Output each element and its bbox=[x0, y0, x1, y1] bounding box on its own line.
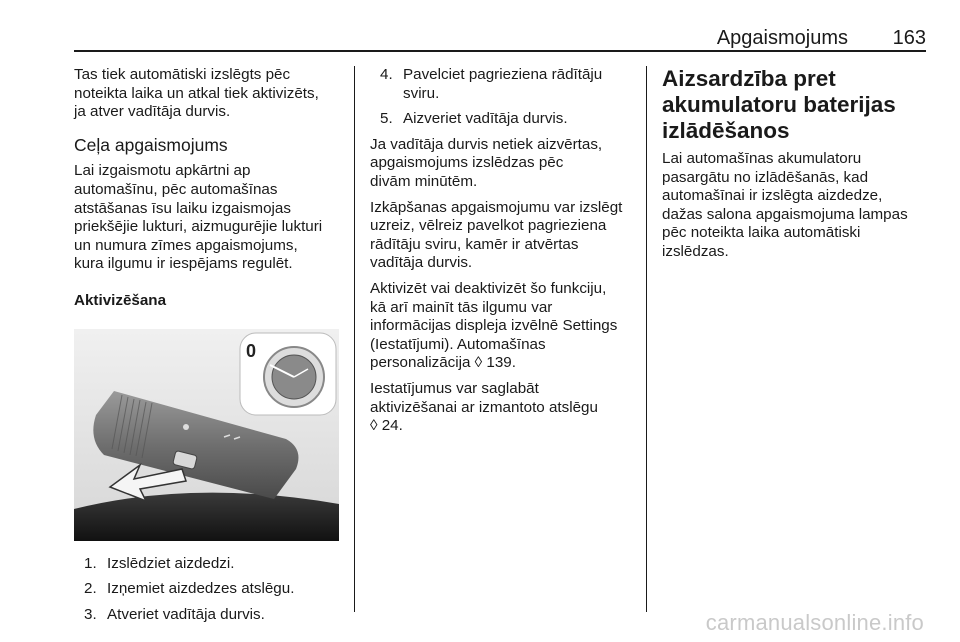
list-item: 2. Izņemiet aizdedzes atslēgu. bbox=[84, 580, 295, 598]
column-3 bbox=[662, 66, 930, 269]
paragraph: Aktivizēt vai deaktivizēt šo funkciju, kā arī mainīt tās ilgumu var informācijas displeja izvēlnē Settings (Iestatījumi). Automašīnas personalizācija ◊ 139. bbox=[370, 279, 618, 372]
section-title: Apgaismojums bbox=[716, 27, 848, 49]
paragraph: Iestatījumus var saglabāt aktivizēšanai ar izmantoto atslēgu ◊ 24. bbox=[370, 379, 598, 435]
list-item: 4. Pavelciet pagrieziena rādītāju sviru. bbox=[380, 66, 603, 102]
paragraph: Izkāpšanas apgaismojumu var izslēgt uzreiz, vēlreiz pavelkot pagrieziena rādītāju sviru, kamēr ir atvērtas vadītāja durvis. bbox=[370, 198, 623, 272]
list-item: 5. Aizveriet vadītāja durvis. bbox=[380, 110, 568, 128]
steps-list-2 bbox=[370, 66, 642, 129]
column-1 bbox=[74, 66, 346, 631]
lever-symbol-dot bbox=[183, 424, 189, 430]
paragraph: Lai automašīnas akumulatoru pasargātu no izlādēšanās, kad automašīnai ir izslēgta aizdedze, dažas salona apgaismojuma lampas pēc noteikta laika automātiski izslēdzas. bbox=[662, 150, 908, 260]
paragraph: Ja vadītāja durvis netiek aizvērtas, apgaismojums izslēdzas pēc divām minūtēm. bbox=[370, 135, 603, 190]
header-rule bbox=[74, 50, 926, 52]
steps-list-1 bbox=[74, 555, 346, 625]
heading-ceja-apgaismojums: Ceļa apgaismojums bbox=[74, 134, 228, 155]
lever-illustration bbox=[74, 329, 339, 541]
intro-paragraph: Tas tiek automātiski izslēgts pēc noteikta laika un atkal tiek aktivizēts, ja atver vadītāja durvis. bbox=[74, 66, 319, 121]
lever-illustration-svg bbox=[74, 329, 339, 541]
column-2 bbox=[370, 66, 642, 443]
heading-aizsardziba: Aizsardzība pret akumulatoru baterijas izlādēšanos bbox=[662, 66, 896, 143]
list-item: 1. Izslēdziet aizdedzi. bbox=[84, 554, 235, 572]
watermark: carmanualsonline.info bbox=[705, 610, 924, 635]
column-divider-1 bbox=[354, 66, 355, 612]
list-item: 3. Atveriet vadītāja durvis. bbox=[84, 605, 265, 623]
ceja-apgaismojums-paragraph: Lai izgaismotu apkārtni ap automašīnu, pēc automašīnas atstāšanas īsu laiku izgaismojas priekšējie lukturi, aizmugurējie lukturi un numura zīmes apgaismojums, kura ilgumu ir iespējams regulēt. bbox=[74, 162, 323, 273]
icon-inset-label: 0 bbox=[246, 340, 257, 361]
column-divider-2 bbox=[646, 66, 647, 612]
heading-aktivizesana: Aktivizēšana bbox=[74, 291, 167, 309]
page-number: 163 bbox=[892, 27, 926, 49]
